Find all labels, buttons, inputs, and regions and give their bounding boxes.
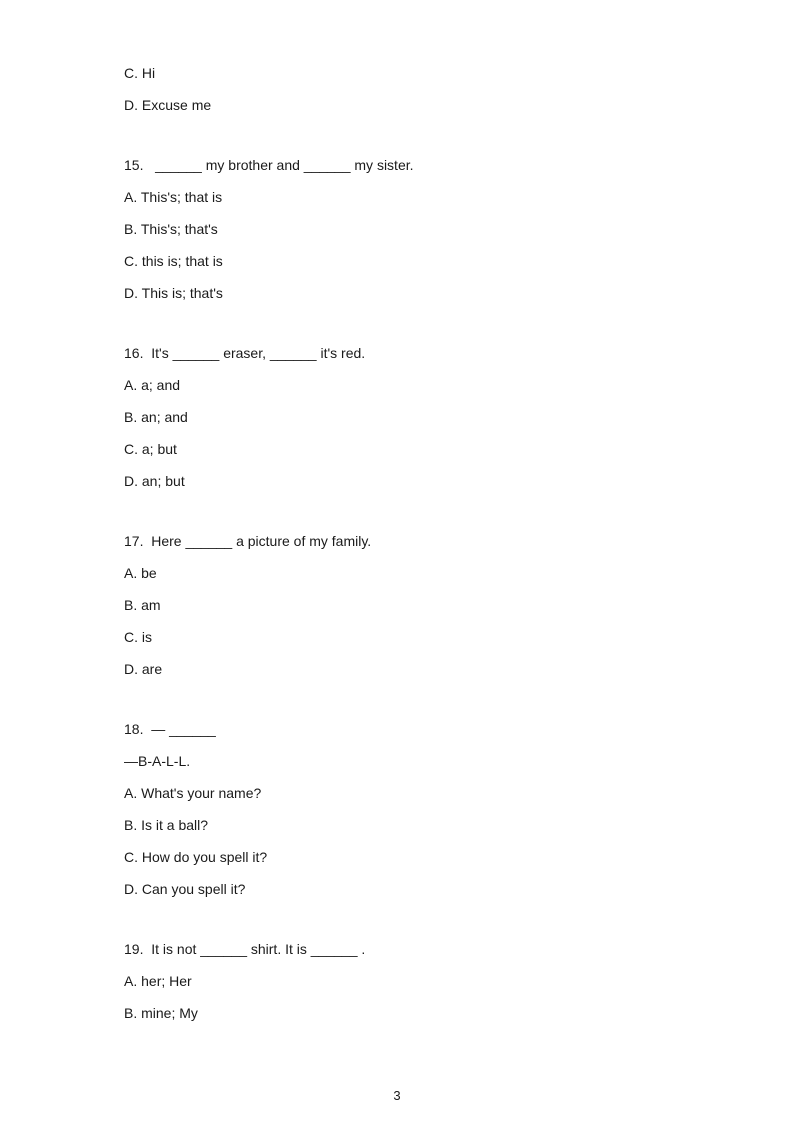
prev-option-c: C. Hi (124, 65, 156, 81)
q19-stem: 19. It is not ______ shirt. It is ______ . (124, 941, 366, 957)
q19-option-a: A. her; Her (124, 973, 192, 989)
q15-option-b: B. This's; that's (124, 221, 218, 237)
q18-option-b: B. Is it a ball? (124, 817, 209, 833)
q16-option-d: D. an; but (124, 473, 185, 489)
q18-stem-reply: —B-A-L-L. (124, 753, 191, 769)
q16-stem: 16. It's ______ eraser, ______ it's red. (124, 345, 366, 361)
q15-option-d: D. This is; that's (124, 285, 223, 301)
q18-option-d: D. Can you spell it? (124, 881, 246, 897)
q15-option-c: C. this is; that is (124, 253, 223, 269)
q18-stem: 18. — ______ (124, 721, 216, 737)
q17-stem: 17. Here ______ a picture of my family. (124, 533, 372, 549)
q17-option-a: A. be (124, 565, 157, 581)
page-number: 3 (393, 1088, 401, 1103)
q17-option-b: B. am (124, 597, 161, 613)
q16-option-a: A. a; and (124, 377, 181, 393)
q16-option-c: C. a; but (124, 441, 177, 457)
q15-option-a: A. This's; that is (124, 189, 223, 205)
q18-option-c: C. How do you spell it? (124, 849, 268, 865)
q17-option-c: C. is (124, 629, 152, 645)
q16-option-b: B. an; and (124, 409, 188, 425)
q15-stem: 15. ______ my brother and ______ my sister. (124, 157, 414, 173)
q18-option-a: A. What's your name? (124, 785, 262, 801)
q19-option-b: B. mine; My (124, 1005, 198, 1021)
prev-option-d: D. Excuse me (124, 97, 212, 113)
q17-option-d: D. are (124, 661, 163, 677)
